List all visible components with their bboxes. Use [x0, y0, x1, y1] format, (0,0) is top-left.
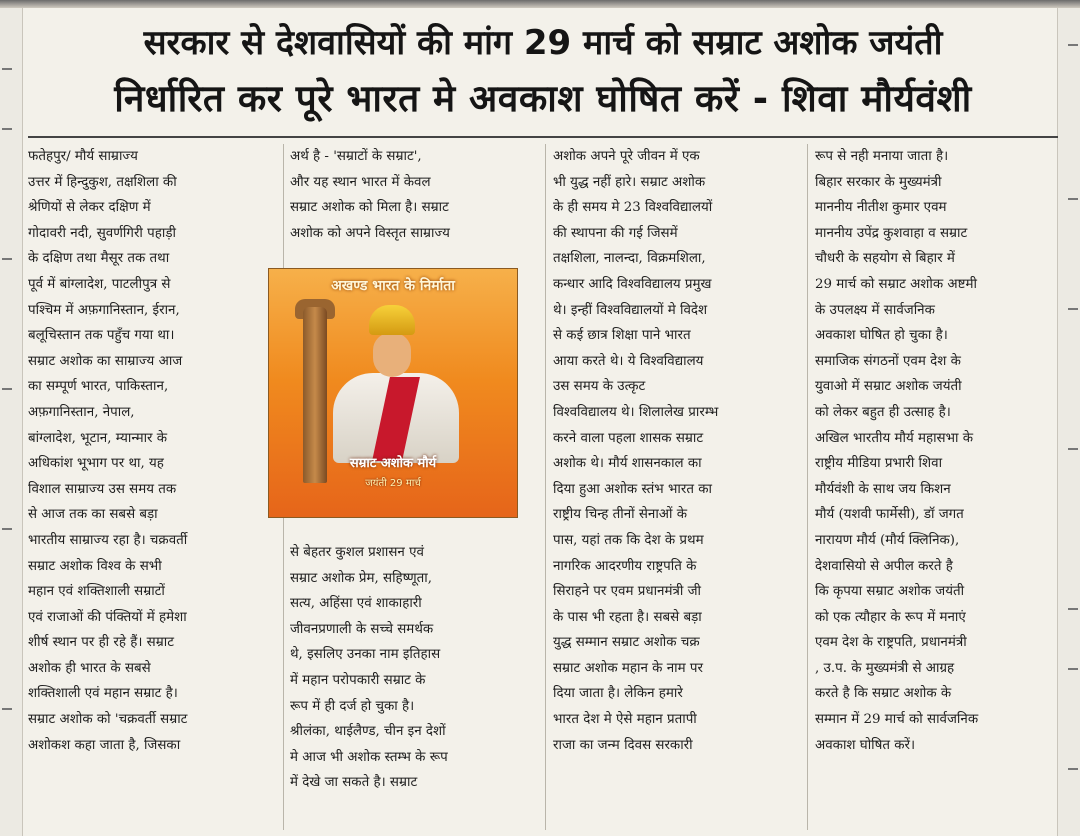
- article-text-line: 29 मार्च को सम्राट अशोक अष्टमी: [815, 276, 977, 292]
- article-column-2-bottom: [290, 540, 540, 796]
- article-text-line: भी युद्ध नहीं हारे। सम्राट अशोक: [553, 174, 706, 190]
- article-text-line: शक्तिशाली एवं महान सम्राट है।: [28, 686, 178, 702]
- article-text-line: महान एवं शक्तिशाली सम्राटों: [28, 584, 165, 600]
- article-text-line: देशवासियो से अपील करते है: [815, 558, 953, 574]
- article-text-line: अशोक को अपने विस्तृत साम्राज्य: [290, 225, 450, 241]
- article-text-line: में महान परोपकारी सम्राट के: [290, 672, 426, 688]
- article-text-line: मे आज भी अशोक स्तम्भ के रूप: [290, 749, 448, 765]
- article-text-line: अवकाश घोषित हो चुका है।: [815, 328, 948, 344]
- article-text-line: अधिकांश भूभाग पर था, यह: [28, 456, 164, 472]
- article-text-line: बलूचिस्तान तक पहुँच गया था।: [28, 328, 175, 344]
- article-text-line: रूप से नही मनाया जाता है।: [815, 149, 949, 164]
- article-text-line: अवकाश घोषित करें।: [815, 737, 916, 753]
- image-banner: अखण्ड भारत के निर्माता: [331, 278, 455, 294]
- article-text-line: नागरिक आदरणीय राष्ट्रपति के: [553, 558, 697, 574]
- headline-line-1: सरकार से देशवासियों की मांग 29 मार्च को सम्राट अशोक जयंती: [143, 23, 943, 63]
- article-text-line: राष्ट्रीय चिन्ह तीनों सेनाओं के: [553, 507, 688, 523]
- article-text-line: बिहार सरकार के मुख्यमंत्री: [815, 174, 942, 190]
- image-subcaption: जयंती 29 मार्च: [365, 478, 421, 489]
- emperor-crown: [369, 305, 415, 335]
- article-text-line: से बेहतर कुशल प्रशासन एवं: [290, 545, 424, 560]
- article-text-line: युद्ध सम्मान सम्राट अशोक चक्र: [553, 635, 700, 651]
- article-text-line: अखिल भारतीय मौर्य महासभा के: [815, 430, 974, 446]
- article-text-line: उत्तर में हिन्दुकुश, तक्षशिला की: [28, 174, 177, 190]
- article-text-line: बांग्लादेश, भूटान, म्यान्मार के: [28, 430, 168, 446]
- article-text-line: सम्राट अशोक प्रेम, सहिष्णूता,: [290, 570, 432, 586]
- article-text-line: में देखे जा सकते है। सम्राट: [290, 775, 418, 791]
- article-text-line: सम्राट अशोक को मिला है। सम्राट: [290, 200, 449, 216]
- article-text-line: का सम्पूर्ण भारत, पाकिस्तान,: [28, 379, 169, 395]
- article-text-line: कन्धार आदि विश्वविद्यालय प्रमुख: [553, 276, 712, 292]
- article-text-line: के उपलक्ष्य में सार्वजनिक: [815, 302, 935, 318]
- article-text-line: पश्चिम में अफ़गानिस्तान, ईरान,: [28, 302, 180, 318]
- article-text-line: एवं राजाओं की पंक्तियों में हमेशा: [28, 609, 187, 625]
- article-text-line: मौर्यवंशी के साथ जय किशन: [815, 481, 951, 497]
- column-divider: [807, 144, 808, 830]
- article-column-1: [28, 144, 278, 758]
- article-text-line: आया करते थे। ये विश्वविद्यालय: [553, 353, 704, 369]
- news-headline: [28, 16, 1058, 128]
- article-text-line: करते है कि सम्राट अशोक के: [815, 686, 952, 702]
- article-text-line: श्रीलंका, थाईलैण्ड, चीन इन देशों: [290, 724, 446, 740]
- article-text-line: सत्य, अहिंसा एवं शाकाहारी: [290, 596, 422, 612]
- article-text-line: जीवनप्रणाली के सच्चे समर्थक: [290, 621, 434, 637]
- article-text-line: माननीय नीतीश कुमार एवम: [815, 200, 947, 216]
- article-text-line: अशोक थे। मौर्य शासनकाल का: [553, 456, 702, 472]
- article-text-line: को लेकर बहुत ही उत्साह है।: [815, 404, 951, 420]
- article-text-line: फतेहपुर/ मौर्य साम्राज्य: [28, 149, 138, 164]
- article-text-line: सिराहने पर एवम प्रधानमंत्री जी: [553, 584, 701, 600]
- image-caption: सम्राट अशोक मौर्य: [349, 456, 437, 471]
- article-text-line: अशोक अपने पूरे जीवन में एक: [553, 149, 700, 164]
- article-text-line: तक्षशिला, नालन्दा, विक्रमशिला,: [553, 251, 706, 267]
- article-text-line: के पास भी रहता है। सबसे बड़ा: [553, 609, 702, 625]
- article-text-line: से आज तक का सबसे बड़ा: [28, 507, 158, 523]
- article-text-line: अशोक ही भारत के सबसे: [28, 660, 151, 676]
- article-text-line: चौधरी के सहयोग से बिहार में: [815, 251, 955, 267]
- article-text-line: श्रेणियों से लेकर दक्षिण में: [28, 200, 151, 216]
- article-text-line: एवम देश के राष्ट्रपति, प्रधानमंत्री: [815, 635, 967, 651]
- article-text-line: के ही समय मे 23 विश्वविद्यालयों: [553, 200, 713, 216]
- article-text-line: थे। इन्हीं विश्वविद्यालयों मे विदेश: [553, 302, 708, 318]
- article-text-line: सम्राट अशोक को 'चक्रवर्ती सम्राट: [28, 712, 188, 728]
- article-text-line: थे, इसलिए उनका नाम इतिहास: [290, 647, 441, 663]
- article-text-line: मौर्य (यशवी फार्मेसी), डॉ जगत: [815, 507, 964, 523]
- article-text-line: माननीय उपेंद्र कुशवाहा व सम्राट: [815, 225, 968, 241]
- ashoka-illustration: [268, 268, 518, 518]
- headline-rule: [28, 136, 1058, 138]
- article-text-line: सम्मान में 29 मार्च को सार्वजनिक: [815, 712, 979, 728]
- article-column-3: [553, 144, 803, 758]
- article-text-line: समाजिक संगठनों एवम देश के: [815, 353, 961, 369]
- article-text-line: राष्ट्रीय मीडिया प्रभारी शिवा: [815, 456, 943, 472]
- left-adjacent-column-edge: [0, 8, 23, 836]
- article-text-line: विश्वविद्यालय थे। शिलालेख प्रारम्भ: [553, 404, 719, 420]
- article-text-line: नारायण मौर्य (मौर्य क्लिनिक),: [815, 532, 960, 548]
- article-text-line: और यह स्थान भारत में केवल: [290, 174, 431, 190]
- article-text-line: कि कृपया सम्राट अशोक जयंती: [815, 584, 965, 600]
- article-text-line: को एक त्यौहार के रूप में मनाएं: [815, 609, 966, 625]
- article-text-line: भारतीय साम्राज्य रहा है। चक्रवर्ती: [28, 532, 188, 548]
- emperor-face: [373, 333, 411, 377]
- article-text-line: के दक्षिण तथा मैसूर तक तथा: [28, 251, 170, 267]
- column-divider: [545, 144, 546, 830]
- article-text-line: सम्राट अशोक का साम्राज्य आज: [28, 353, 183, 369]
- article-text-line: राजा का जन्म दिवस सरकारी: [553, 737, 693, 753]
- article-text-line: रूप में ही दर्ज हो चुका है।: [290, 698, 415, 714]
- right-adjacent-column-edge: [1057, 8, 1080, 836]
- article-text-line: की स्थापना की गई जिसमें: [553, 225, 678, 241]
- article-text-line: विशाल साम्राज्य उस समय तक: [28, 481, 177, 497]
- article-text-line: सम्राट अशोक विश्व के सभी: [28, 558, 162, 574]
- article-text-line: उस समय के उत्कृट: [553, 379, 646, 395]
- article-text-line: करने वाला पहला शासक सम्राट: [553, 430, 704, 446]
- article-text-line: सम्राट अशोक महान के नाम पर: [553, 660, 703, 676]
- article-text-line: शीर्ष स्थान पर ही रहे हैं। सम्राट: [28, 635, 174, 651]
- headline-line-2: निर्धारित कर पूरे भारत मे अवकाश घोषित करें - शिवा मौर्यवंशी: [114, 77, 972, 120]
- article-text-line: अफ़गानिस्तान, नेपाल,: [28, 404, 135, 420]
- article-text-line: दिया हुआ अशोक स्तंभ भारत का: [553, 481, 712, 497]
- article-text-line: पास, यहां तक कि देश के प्रथम: [553, 532, 704, 548]
- article-text-line: भारत देश मे ऐसे महान प्रतापी: [553, 712, 697, 728]
- article-column-2-top: [290, 144, 540, 246]
- article-text-line: से कई छात्र शिक्षा पाने भारत: [553, 328, 691, 344]
- article-text-line: पूर्व में बांग्लादेश, पाटलीपुत्र से: [28, 276, 171, 292]
- article-text-line: दिया जाता है। लेकिन हमारे: [553, 686, 683, 702]
- article-text-line: अर्थ है - 'सम्राटों के सम्राट',: [290, 149, 422, 164]
- article-text-line: अशोकश कहा जाता है, जिसका: [28, 737, 181, 753]
- article-column-4: [815, 144, 1055, 758]
- article-text-line: युवाओ में सम्राट अशोक जयंती: [815, 379, 962, 395]
- article-text-line: , उ.प. के मुख्यमंत्री से आग्रह: [815, 660, 955, 676]
- article-text-line: गोदावरी नदी, सुवर्णगिरी पहाड़ी: [28, 225, 176, 241]
- page-top-shadow: [0, 0, 1080, 8]
